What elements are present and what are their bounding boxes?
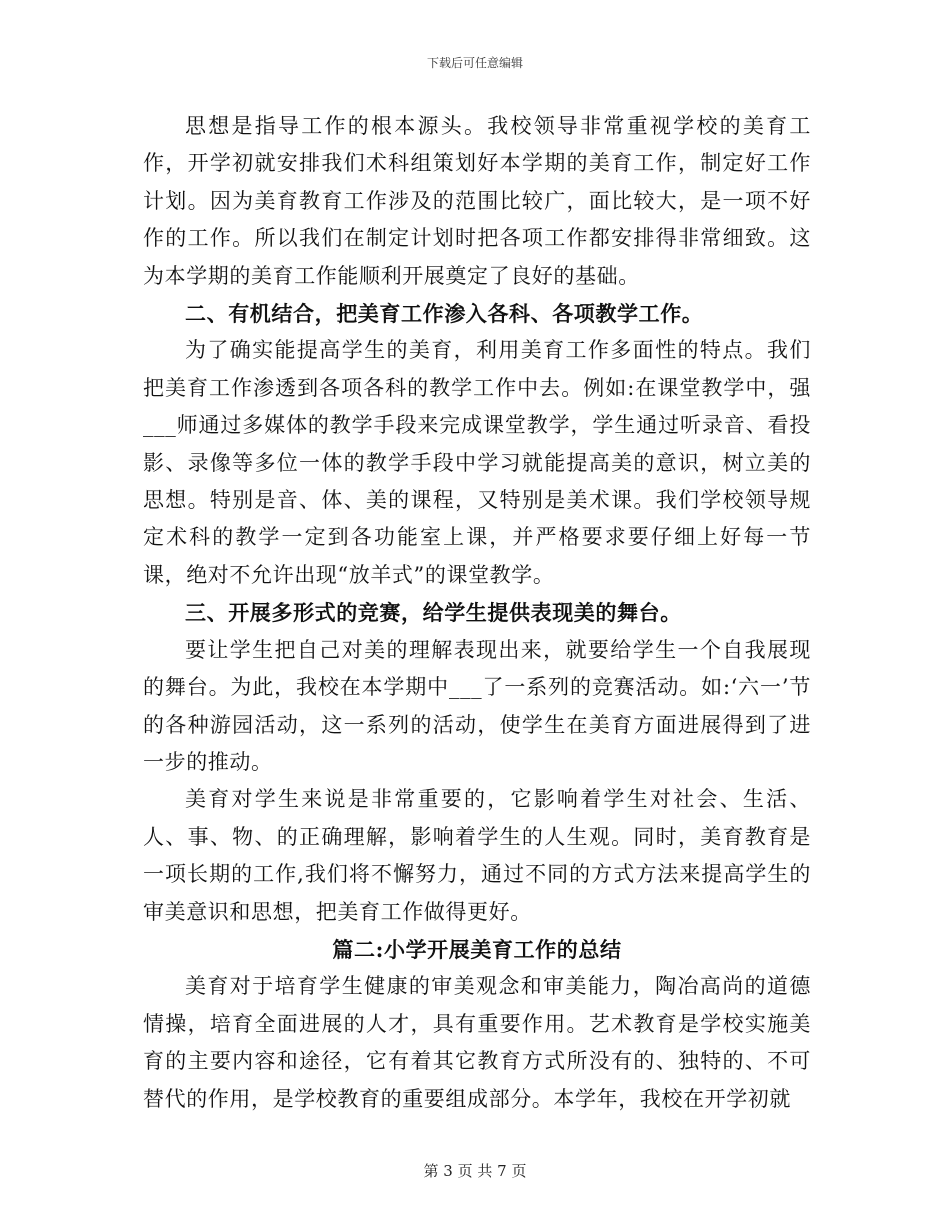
document-body (143, 108, 811, 1118)
page-header: 下载后可任意编辑 (426, 56, 523, 70)
section-heading-2: 二、有机结合，把美育工作渗入各科、各项教学工作。 (185, 301, 704, 327)
paragraph-3: 要让学生把自己对美的理解表现出来，就要给学生一个自我展现的舞台。为此，我校在本学期中___了一系列的竞赛活动。如:‘六一’节的各种游园活动，这一系列的活动，使学生在美育方面进展得到了进一步的推动。 (143, 637, 811, 774)
section-heading-3: 三、开展多形式的竞赛，给学生提供表现美的舞台。 (185, 600, 682, 626)
page-footer: 第 3 页 共 7 页 (423, 1162, 527, 1180)
paragraph-1: 思想是指导工作的根本源头。我校领导非常重视学校的美育工作，开学初就安排我们术科组策划好本学期的美育工作，制定好工作计划。因为美育教育工作涉及的范围比较广，面比较大，是一项不好作的工作。所以我们在制定计划时把各项工作都安排得非常细致。这为本学期的美育工作能顺利开展奠定了良好的基础。 (143, 114, 811, 288)
paragraph-5: 美育对于培育学生健康的审美观念和审美能力，陶冶高尚的道德情操，培育全面进展的人才，具有重要作用。艺术教育是学校实施美育的主要内容和途径，它有着其它教育方式所没有的、独特的、不可替代的作用，是学校教育的重要组成部分。本学年，我校在开学初就 (143, 974, 811, 1111)
paragraph-2: 为了确实能提高学生的美育，利用美育工作多面性的特点。我们把美育工作渗透到各项各科的教学工作中去。例如:在课堂教学中，强___师通过多媒体的教学手段来完成课堂教学，学生通过听录音、看投影、录像等多位一体的教学手段中学习就能提高美的意识，树立美的思想。特别是音、体、美的课程，又特别是美术课。我们学校领导规定术科的教学一定到各功能室上课，并严格要求要仔细上好每一节课，绝对不允许出现“放羊式”的课堂教学。 (143, 338, 811, 587)
paragraph-4: 美育对学生来说是非常重要的，它影响着学生对社会、生活、人、事、物、的正确理解，影响着学生的人生观。同时，美育教育是一项长期的工作,我们将不懈努力，通过不同的方式方法来提高学生的审美意识和思想，把美育工作做得更好。 (143, 787, 811, 924)
article-title-2: 篇二:小学开展美育工作的总结 (332, 936, 622, 962)
